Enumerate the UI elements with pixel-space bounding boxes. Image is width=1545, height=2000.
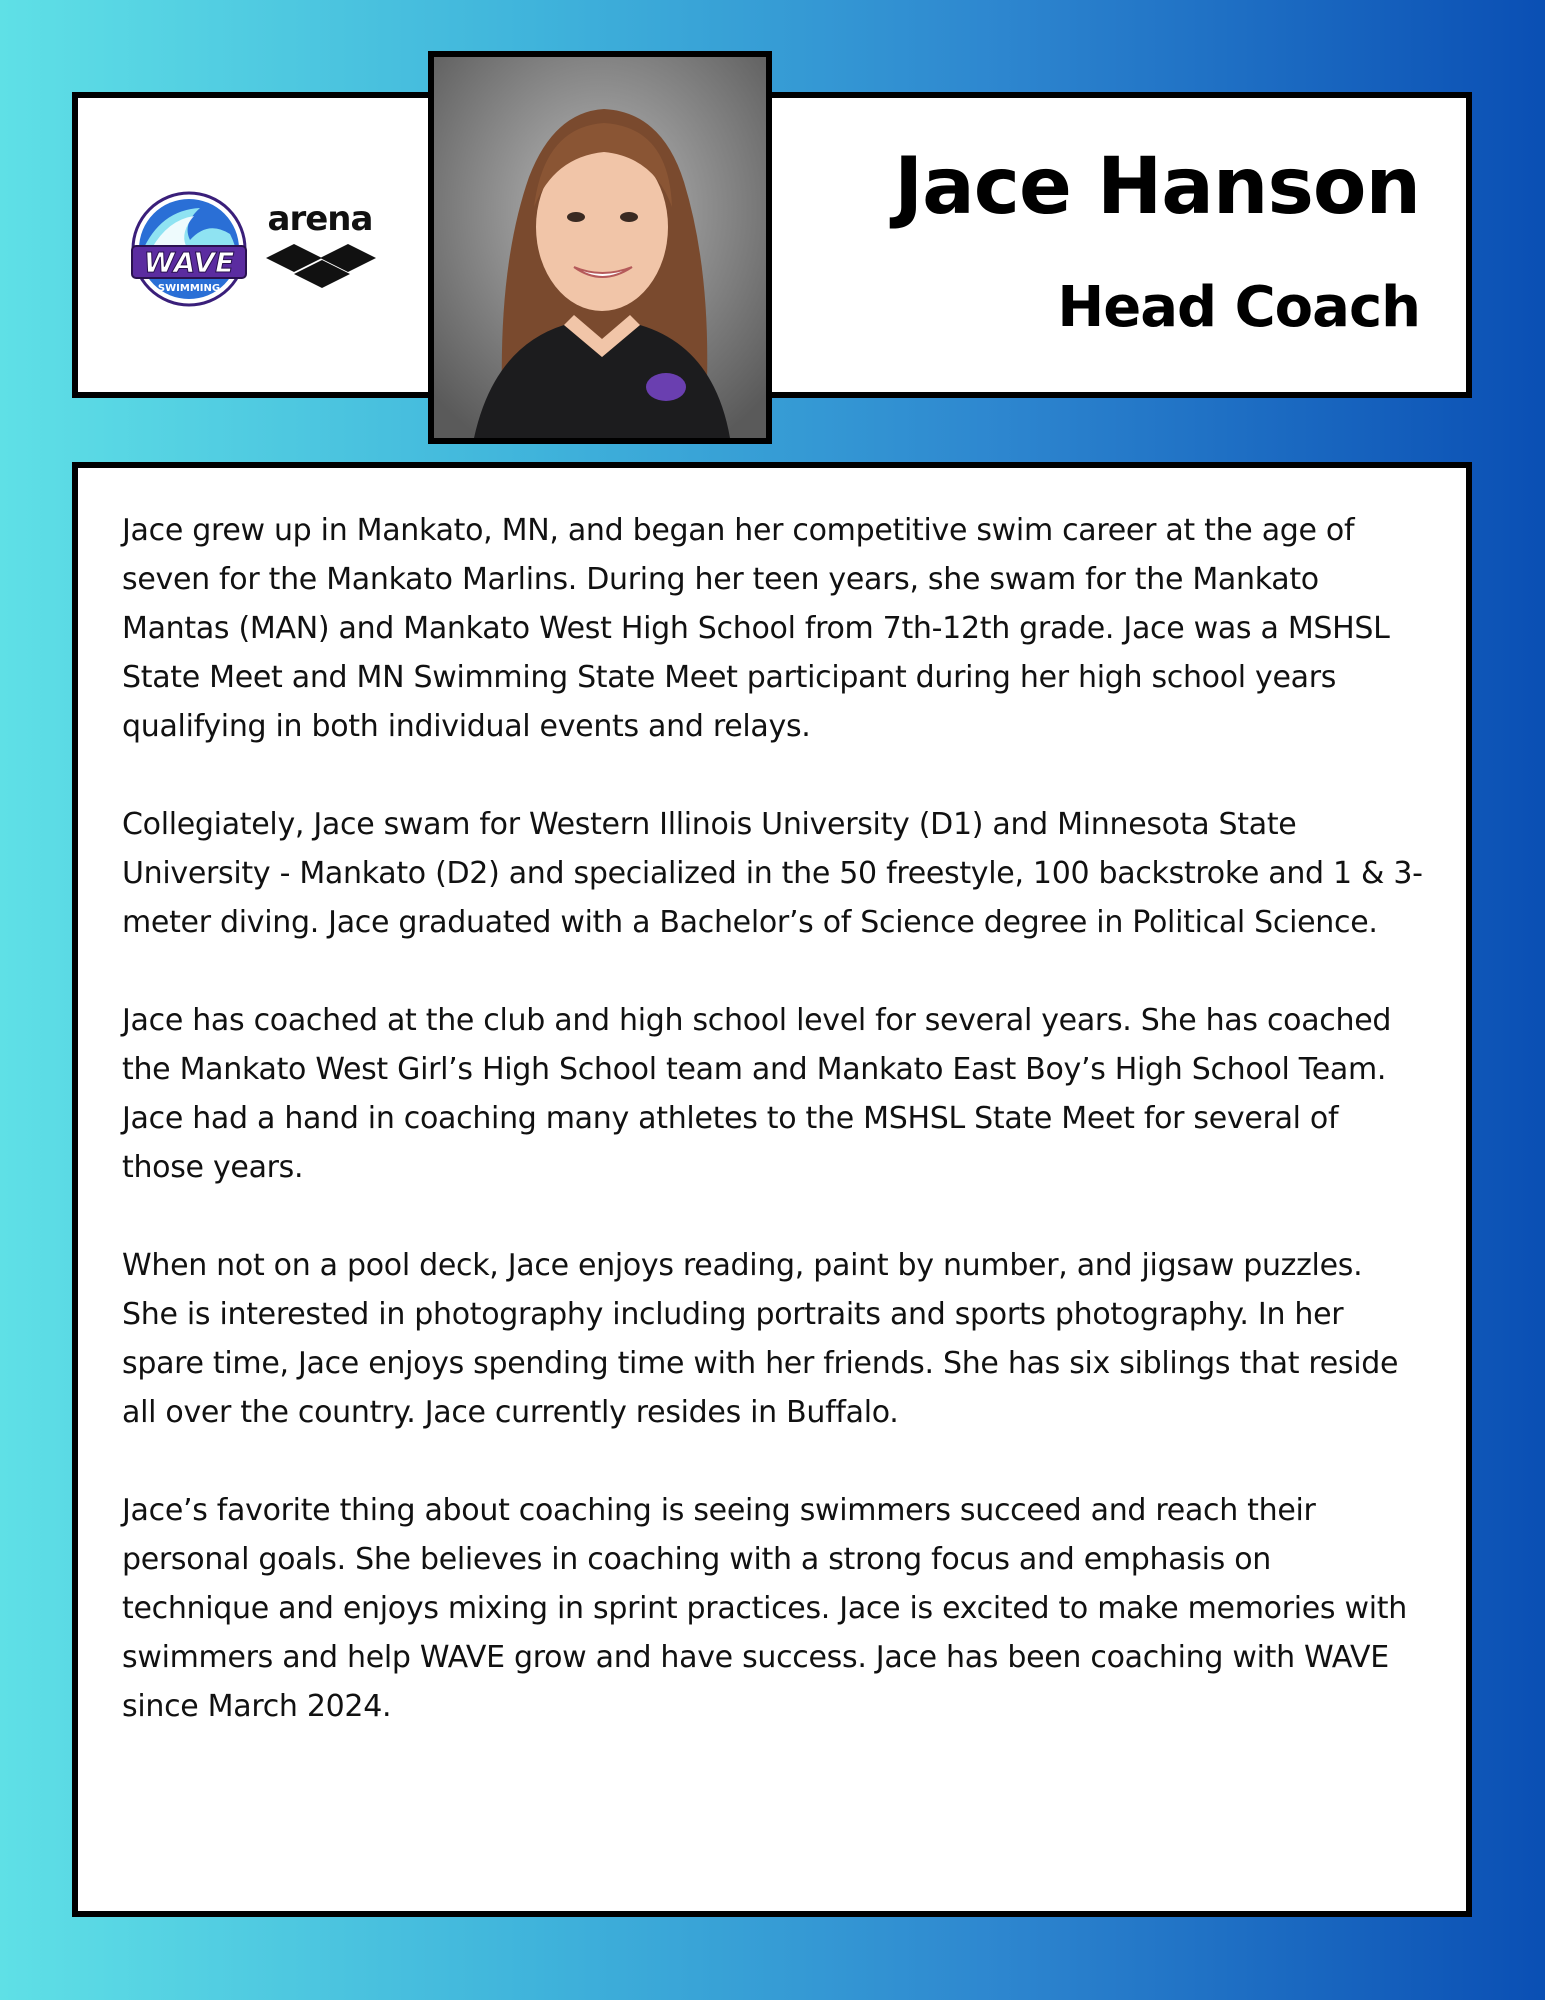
wave-logo-text: WAVE: [143, 246, 235, 279]
sponsor-logos: [130, 190, 390, 310]
bio-paragraph-coaching-history: Jace has coached at the club and high school level for several years. She has coached the Mankato West Girl’s High School team and Mankato East Boy’s High School Team. Jace had a hand in coaching many athletes to the MSHSL State Meet for several of those years.: [122, 1003, 1392, 1185]
arena-logo: [262, 200, 380, 300]
coach-portrait-image: [434, 57, 766, 438]
coach-photo: [428, 51, 772, 444]
coach-title: Head Coach: [1057, 275, 1420, 340]
arena-logo-text: arena: [267, 200, 373, 239]
coach-name: Jace Hanson: [894, 142, 1420, 232]
bio-paragraph-college: Collegiately, Jace swam for Western Illinois University (D1) and Minnesota State University - Mankato (D2) and specialized in the 50 freestyle, 100 backstroke and 1 & 3-meter diving. Jace graduated with a Bachelor’s of Science degree in Political Science.: [122, 807, 1423, 940]
bio-card: [72, 462, 1472, 1917]
bio-paragraph-hobbies: When not on a pool deck, Jace enjoys reading, paint by number, and jigsaw puzzles. She is interested in photography including portraits and sports photography. In her spare time, Jace enjoys spending time with her friends. She has six siblings that reside all over the country. Jace currently resides in Buffalo.: [122, 1248, 1399, 1430]
bio-paragraph-early-life: Jace grew up in Mankato, MN, and began her competitive swim career at the age of seven for the Mankato Marlins. During her teen years, she swam for the Mankato Mantas (MAN) and Mankato West High School from 7th-12th grade. Jace was a MSHSL State Meet and MN Swimming State Meet participant during her high school years qualifying in both individual events and relays.: [122, 513, 1390, 744]
wave-swimming-logo: [130, 190, 248, 308]
bio-paragraph-philosophy: Jace’s favorite thing about coaching is seeing swimmers succeed and reach their personal goals. She believes in coaching with a strong focus and emphasis on technique and enjoys mixing in sprint practices. Jace is excited to make memories with swimmers and help WAVE grow and have success. Jace has been coaching with WAVE since March 2024.: [122, 1493, 1407, 1724]
wave-logo-subtext: SWIMMING: [157, 283, 221, 294]
